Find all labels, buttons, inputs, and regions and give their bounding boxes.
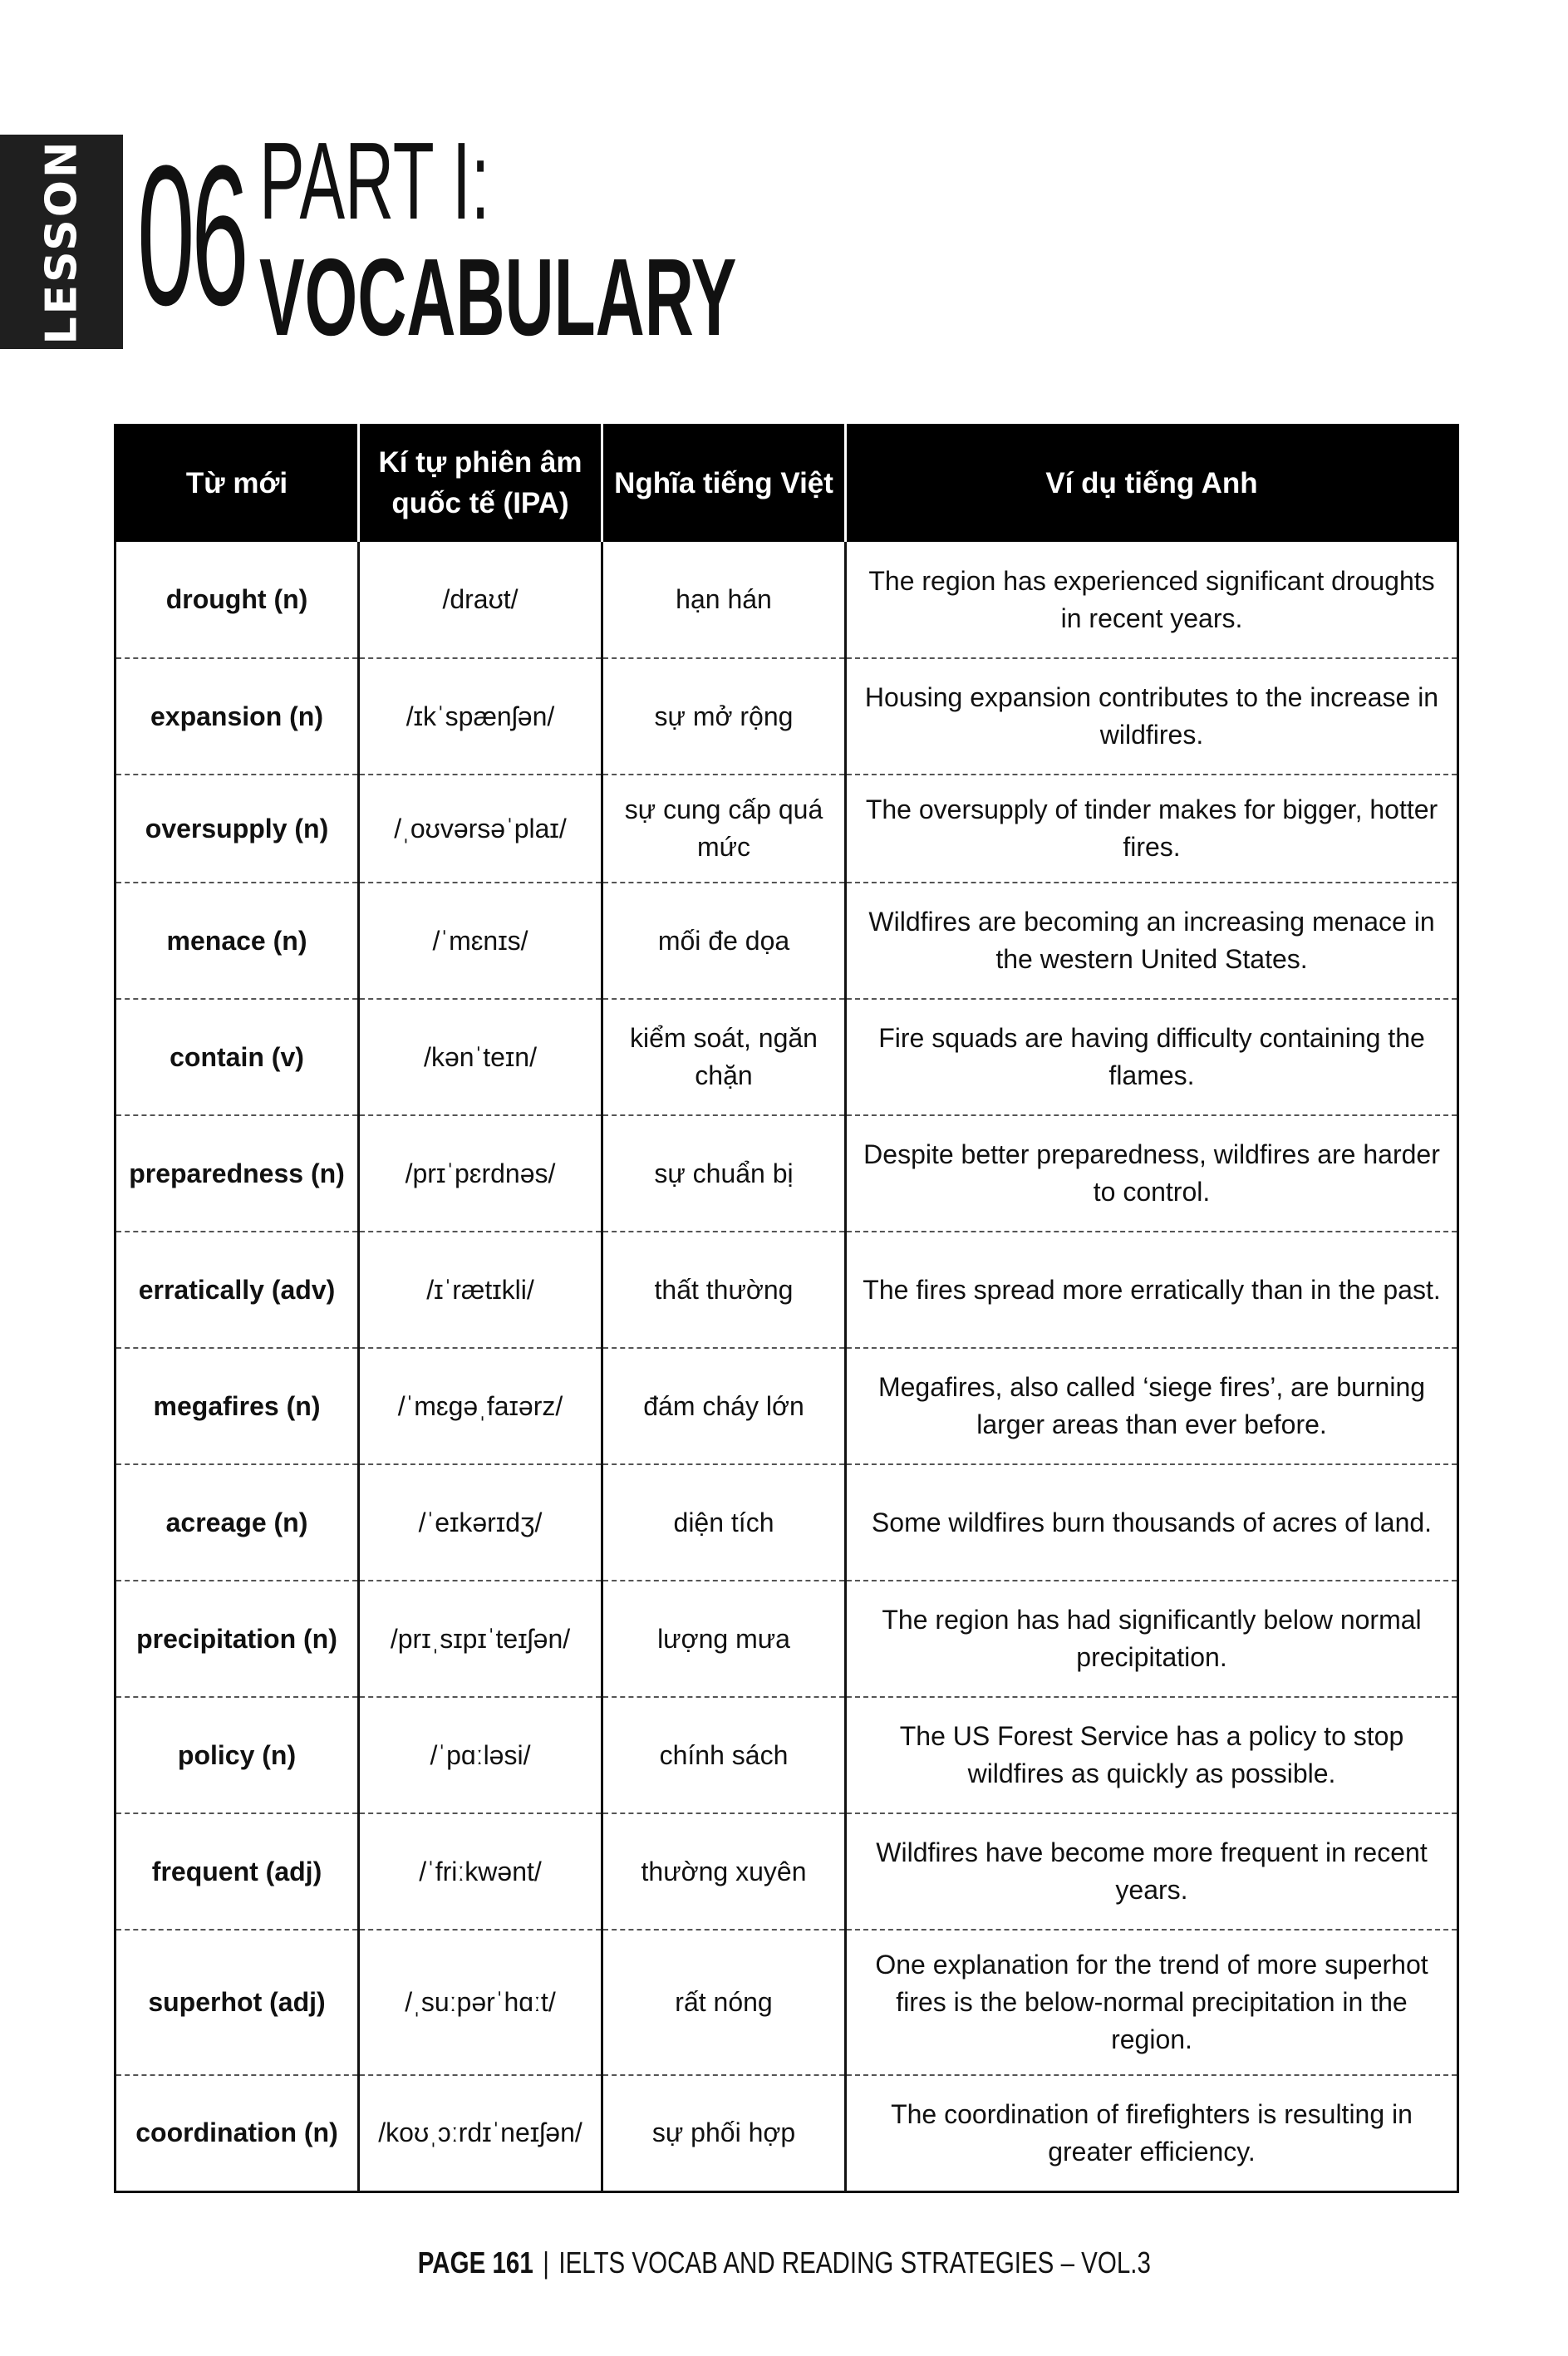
vietnamese-meaning: chính sách	[602, 1697, 846, 1813]
table-row	[116, 775, 1458, 883]
english-example: Wildfires have become more frequent in recent years.	[846, 1813, 1458, 1930]
header-vietnamese-meaning: Nghĩa tiếng Việt	[602, 424, 846, 542]
ipa-transcription: /ˈmɛnɪs/	[359, 883, 602, 999]
english-example: The region has experienced significant droughts in recent years.	[846, 542, 1458, 658]
ipa-transcription: /kənˈteɪn/	[359, 999, 602, 1115]
table-row	[116, 1232, 1458, 1348]
vocab-word: expansion (n)	[116, 658, 359, 775]
vietnamese-meaning: lượng mưa	[602, 1581, 846, 1697]
table-row	[116, 883, 1458, 999]
table-header-row	[116, 424, 1458, 542]
english-example: Despite better preparedness, wildfires are harder to control.	[846, 1115, 1458, 1232]
table-row	[116, 1813, 1458, 1930]
english-example: The coordination of firefighters is resulting in greater efficiency.	[846, 2075, 1458, 2191]
english-example: One explanation for the trend of more superhot fires is the below-normal precipitation in the region.	[846, 1930, 1458, 2075]
table-row	[116, 1115, 1458, 1232]
footer-separator: |	[542, 2245, 549, 2280]
ipa-transcription: /ˌsuːpərˈhɑːt/	[359, 1930, 602, 2075]
vocab-word: frequent (adj)	[116, 1813, 359, 1930]
vocab-word: superhot (adj)	[116, 1930, 359, 2075]
ipa-transcription: /ɪˈrætɪkli/	[359, 1232, 602, 1348]
page-title	[259, 120, 774, 358]
table-row	[116, 999, 1458, 1115]
english-example: The oversupply of tinder makes for bigger, hotter fires.	[846, 775, 1458, 883]
header-new-word: Từ mới	[116, 424, 359, 542]
english-example: Megafires, also called ‘siege fires’, are burning larger areas than ever before.	[846, 1348, 1458, 1464]
page-number: PAGE 161	[417, 2245, 533, 2280]
vocab-word: oversupply (n)	[116, 775, 359, 883]
vocab-word: coordination (n)	[116, 2075, 359, 2191]
header-ipa: Kí tự phiên âm quốc tế (IPA)	[359, 424, 602, 542]
english-example: Some wildfires burn thousands of acres of land.	[846, 1464, 1458, 1581]
ipa-transcription: /ˈfriːkwənt/	[359, 1813, 602, 1930]
english-example: The region has had significantly below normal precipitation.	[846, 1581, 1458, 1697]
table-row	[116, 2075, 1458, 2191]
table-row	[116, 1697, 1458, 1813]
page-footer	[0, 2245, 1568, 2280]
ipa-transcription: /ˈmɛɡəˌfaɪərz/	[359, 1348, 602, 1464]
ipa-transcription: /ˈeɪkərɪdʒ/	[359, 1464, 602, 1581]
english-example: The US Forest Service has a policy to stop wildfires as quickly as possible.	[846, 1697, 1458, 1813]
vietnamese-meaning: kiểm soát, ngăn chặn	[602, 999, 846, 1115]
english-example: Housing expansion contributes to the increase in wildfires.	[846, 658, 1458, 775]
vietnamese-meaning: đám cháy lớn	[602, 1348, 846, 1464]
vietnamese-meaning: sự phối hợp	[602, 2075, 846, 2191]
vocab-word: contain (v)	[116, 999, 359, 1115]
header-english-example: Ví dụ tiếng Anh	[846, 424, 1458, 542]
vocab-word: menace (n)	[116, 883, 359, 999]
vietnamese-meaning: sự chuẩn bị	[602, 1115, 846, 1232]
lesson-label: LESSON	[37, 139, 87, 345]
ipa-transcription: /prɪˌsɪpɪˈteɪʃən/	[359, 1581, 602, 1697]
english-example: Fire squads are having difficulty containing the flames.	[846, 999, 1458, 1115]
book-title: IELTS VOCAB AND READING STRATEGIES – VOL.3	[558, 2245, 1151, 2280]
vocab-word: preparedness (n)	[116, 1115, 359, 1232]
title-line-1: PART I:	[259, 120, 490, 242]
vocab-word: drought (n)	[116, 542, 359, 658]
ipa-transcription: /ɪkˈspænʃən/	[359, 658, 602, 775]
vietnamese-meaning: rất nóng	[602, 1930, 846, 2075]
vocab-word: acreage (n)	[116, 1464, 359, 1581]
vocab-word: precipitation (n)	[116, 1581, 359, 1697]
table-row	[116, 1581, 1458, 1697]
vietnamese-meaning: sự mở rộng	[602, 658, 846, 775]
vocab-word: megafires (n)	[116, 1348, 359, 1464]
vocabulary-table	[114, 424, 1459, 2193]
table-row	[116, 1348, 1458, 1464]
vietnamese-meaning: sự cung cấp quá mức	[602, 775, 846, 883]
table-row	[116, 658, 1458, 775]
vietnamese-meaning: thường xuyên	[602, 1813, 846, 1930]
ipa-transcription: /draʊt/	[359, 542, 602, 658]
vocab-word: policy (n)	[116, 1697, 359, 1813]
lesson-tab	[0, 135, 123, 349]
vietnamese-meaning: hạn hán	[602, 542, 846, 658]
ipa-transcription: /ˌoʊvərsəˈplaɪ/	[359, 775, 602, 883]
vocab-word: erratically (adv)	[116, 1232, 359, 1348]
title-line-2: VOCABULARY	[259, 236, 737, 358]
vietnamese-meaning: thất thường	[602, 1232, 846, 1348]
table-row	[116, 542, 1458, 658]
ipa-transcription: /koʊˌɔːrdɪˈneɪʃən/	[359, 2075, 602, 2191]
lesson-number: 06	[137, 124, 246, 347]
english-example: Wildfires are becoming an increasing menace in the western United States.	[846, 883, 1458, 999]
english-example: The fires spread more erratically than in the past.	[846, 1232, 1458, 1348]
table-row	[116, 1930, 1458, 2075]
table-row	[116, 1464, 1458, 1581]
vietnamese-meaning: mối đe dọa	[602, 883, 846, 999]
ipa-transcription: /prɪˈpɛrdnəs/	[359, 1115, 602, 1232]
vietnamese-meaning: diện tích	[602, 1464, 846, 1581]
ipa-transcription: /ˈpɑːləsi/	[359, 1697, 602, 1813]
